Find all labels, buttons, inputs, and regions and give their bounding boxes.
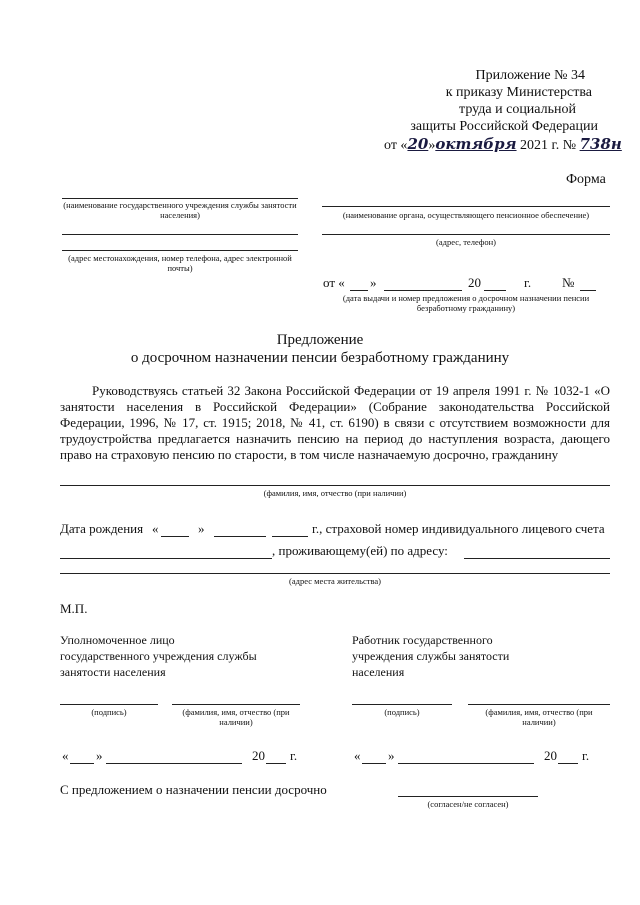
snils-label: г., страховой номер индивидуального лицевого счета: [312, 521, 605, 536]
order-date: [384, 136, 622, 154]
birth-year-line: [272, 536, 308, 537]
agreement-line: [398, 796, 538, 797]
left-date-open: «: [62, 748, 69, 763]
right-year: 20: [544, 748, 557, 763]
right-signer-title-2: учреждения службы занятости: [352, 649, 510, 663]
order-date-year: 2021 г. №: [520, 138, 577, 153]
issue-date-row: [323, 275, 345, 291]
issue-year-suffix: г.: [524, 275, 532, 290]
left-date-close: »: [96, 748, 103, 763]
right-year-suffix: г.: [582, 748, 590, 763]
right-sign-caption: (подпись): [384, 707, 420, 717]
order-date-mid: »: [428, 138, 436, 153]
right-fio-line: [468, 704, 610, 705]
org-name-line: [62, 198, 298, 199]
address-line-2: [60, 573, 610, 574]
pension-address-line: [322, 234, 610, 235]
right-date-close: »: [388, 748, 395, 763]
left-year-line: [266, 763, 286, 764]
snils-line: [60, 558, 272, 559]
right-sign-line: [352, 704, 452, 705]
living-label: , проживающему(ей) по адресу:: [272, 543, 448, 558]
doc-title: Предложение: [276, 332, 364, 348]
order-date-day: 20: [407, 135, 429, 153]
right-month-line: [398, 763, 534, 764]
right-fio-caption: (фамилия, имя, отчество (при наличии): [485, 707, 593, 727]
right-signer-title-3: населения: [352, 665, 405, 679]
ministry-line-2: защиты Российской Федерации: [410, 119, 598, 134]
left-signer-title-2: государственного учреждения службы: [60, 649, 257, 663]
issue-day-line: [350, 290, 368, 291]
appendix-label: Приложение № 34: [475, 68, 585, 83]
left-day-line: [70, 763, 94, 764]
left-fio-line: [172, 704, 300, 705]
issue-date-close: »: [370, 275, 377, 290]
left-sign-caption: (подпись): [91, 707, 127, 717]
birth-day-line: [161, 536, 189, 537]
issue-year-line: [484, 290, 506, 291]
pension-org-caption: (наименование органа, осуществляющего пенсионное обеспечение): [342, 210, 590, 220]
left-sign-line: [60, 704, 158, 705]
birth-label: Дата рождения: [60, 521, 144, 536]
org-line-2: [62, 234, 298, 235]
order-number: 738н: [579, 135, 622, 153]
left-year: 20: [252, 748, 265, 763]
org-address-line: [62, 250, 298, 251]
right-signer-title-1: Работник государственного: [352, 633, 493, 647]
left-fio-caption: (фамилия, имя, отчество (при наличии): [182, 707, 290, 727]
issue-date-prefix: от «: [323, 275, 345, 290]
issue-number-line: [580, 290, 596, 291]
agreement-caption: (согласен/не согласен): [427, 799, 509, 809]
order-date-month: октября: [435, 135, 517, 153]
birth-close-quote: »: [198, 521, 205, 536]
order-ref-line: к приказу Министерства: [445, 85, 592, 100]
left-month-line: [106, 763, 242, 764]
fio-line: [60, 485, 610, 486]
agreement-text: С предложением о назначении пенсии досрочно: [60, 782, 327, 797]
issue-caption: (дата выдачи и номер предложения о досрочном назначении пенсии безработному гражданину): [342, 293, 590, 313]
issue-year: 20: [468, 275, 481, 290]
form-label: Форма: [566, 172, 606, 187]
right-year-line: [558, 763, 578, 764]
body-paragraph: Руководствуясь статьей 32 Закона Российской Федерации от 19 апреля 1991 г. № 1032-1 «О занятости населения в Российской Федерации» (Собрание законодательства Российской Федерации, 1996, № 17, ст. 1915; 2018, № 41, ст. 6190) в связи с отсутствием возможности для трудоустройства предлагается назначить пенсию на период до наступления возраста, дающего право на страховую пенсию по старости, в том числе назначаемую досрочно, гражданину: [60, 383, 610, 462]
fio-caption: (фамилия, имя, отчество (при наличии): [263, 488, 407, 498]
doc-subtitle: о досрочном назначении пенсии безработному гражданину: [130, 350, 510, 366]
org-address-caption: (адрес местонахождения, номер телефона, адрес электронной почты): [68, 253, 292, 273]
left-year-suffix: г.: [290, 748, 298, 763]
birth-open-quote: «: [152, 521, 159, 536]
right-date-open: «: [354, 748, 361, 763]
issue-month-line: [384, 290, 462, 291]
order-date-prefix: от «: [384, 138, 408, 153]
left-signer-title-3: занятости населения: [60, 665, 166, 679]
issue-number-sign: №: [562, 275, 575, 290]
pension-org-line: [322, 206, 610, 207]
pension-address-caption: (адрес, телефон): [436, 237, 496, 247]
ministry-line: труда и социальной: [459, 102, 576, 117]
stamp-label: М.П.: [60, 601, 88, 616]
birth-month-line: [214, 536, 266, 537]
right-day-line: [362, 763, 386, 764]
address-caption: (адрес места жительства): [289, 576, 381, 586]
address-line-1: [464, 558, 610, 559]
org-name-caption: (наименование государственного учреждения службы занятости населения): [63, 200, 297, 220]
left-signer-title-1: Уполномоченное лицо: [60, 633, 175, 647]
